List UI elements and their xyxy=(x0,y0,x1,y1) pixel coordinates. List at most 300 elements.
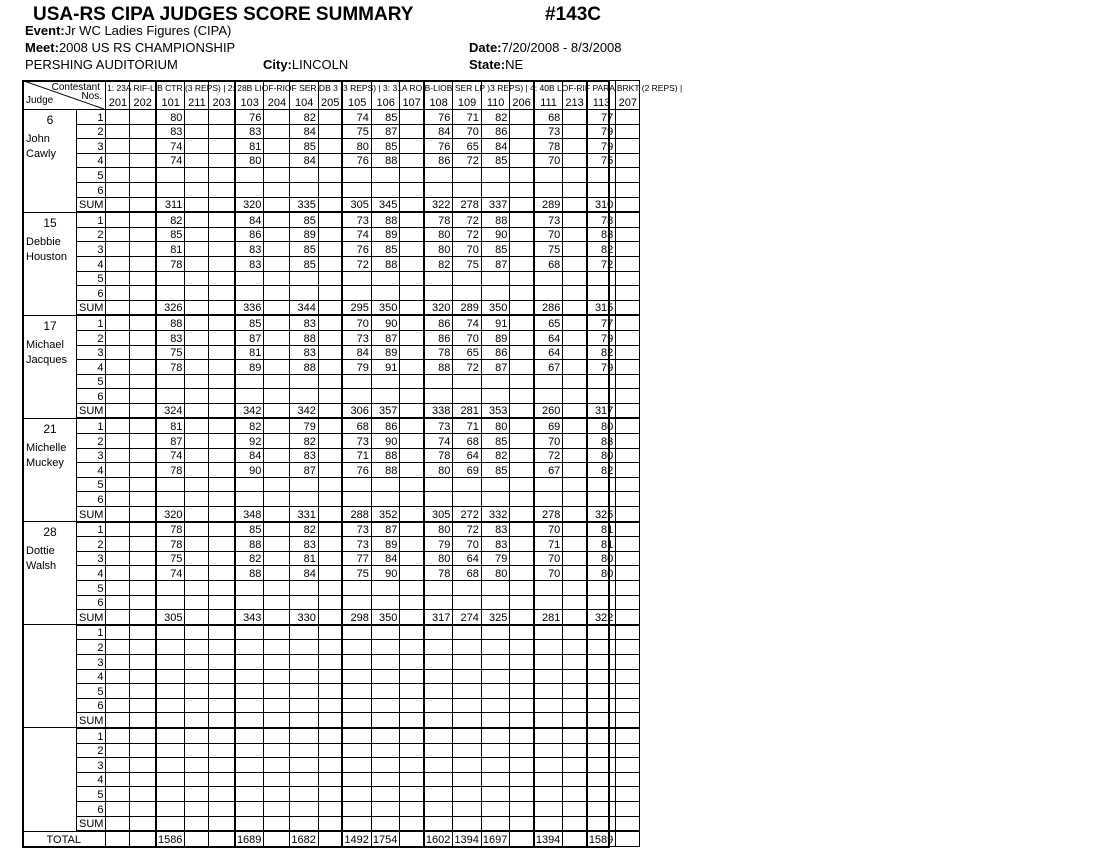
score-cell: 86 xyxy=(235,227,264,242)
score-cell xyxy=(209,256,235,271)
score-cell xyxy=(130,640,156,655)
score-cell xyxy=(563,374,587,389)
row-label: 5 xyxy=(77,374,106,389)
sum-cell: 286 xyxy=(534,300,563,315)
score-cell xyxy=(534,492,563,507)
score-cell: 74 xyxy=(156,566,185,581)
sum-cell xyxy=(318,713,342,728)
score-cell xyxy=(371,286,399,301)
score-cell xyxy=(106,153,130,168)
score-cell xyxy=(185,110,209,125)
score-cell xyxy=(616,522,640,537)
score-cell xyxy=(106,242,130,257)
score-cell xyxy=(209,551,235,566)
score-cell xyxy=(156,492,185,507)
score-cell xyxy=(290,698,318,713)
score-cell xyxy=(616,418,640,433)
corner-cell xyxy=(24,81,106,110)
row-label: 5 xyxy=(77,581,106,596)
score-cell: 87 xyxy=(290,463,318,478)
score-cell: 72 xyxy=(453,522,481,537)
score-cell: 89 xyxy=(235,360,264,375)
score-cell xyxy=(481,595,509,610)
score-cell xyxy=(318,242,342,257)
score-cell: 80 xyxy=(424,242,453,257)
score-cell xyxy=(400,256,424,271)
score-cell xyxy=(318,345,342,360)
score-cell xyxy=(264,360,290,375)
score-cell xyxy=(400,182,424,197)
sum-cell: 322 xyxy=(587,610,616,625)
score-cell: 88 xyxy=(235,537,264,552)
score-cell xyxy=(534,698,563,713)
score-cell: 78 xyxy=(424,566,453,581)
score-cell xyxy=(106,345,130,360)
score-cell xyxy=(106,684,130,699)
score-cell xyxy=(130,654,156,669)
score-cell xyxy=(481,728,509,743)
sum-label: SUM xyxy=(77,816,106,831)
score-cell xyxy=(563,522,587,537)
sum-cell xyxy=(616,610,640,625)
sum-cell xyxy=(616,507,640,522)
row-label: 2 xyxy=(77,537,106,552)
score-cell xyxy=(424,801,453,816)
score-row xyxy=(24,227,640,242)
score-cell: 85 xyxy=(290,212,318,227)
score-cell xyxy=(616,374,640,389)
score-cell xyxy=(106,772,130,787)
total-cell: 1394 xyxy=(534,831,563,846)
sum-cell xyxy=(563,713,587,728)
sum-cell xyxy=(616,300,640,315)
judge-number: 21 xyxy=(43,421,57,436)
judge-first-name: Michelle xyxy=(26,441,67,454)
judge-cell xyxy=(24,315,77,418)
score-cell xyxy=(209,139,235,154)
score-cell xyxy=(400,124,424,139)
sum-cell xyxy=(481,713,509,728)
score-cell xyxy=(563,787,587,802)
score-cell xyxy=(453,271,481,286)
score-cell xyxy=(424,477,453,492)
score-cell: 82 xyxy=(424,256,453,271)
score-cell: 70 xyxy=(534,551,563,566)
sum-row xyxy=(24,610,640,625)
score-cell xyxy=(235,758,264,773)
score-cell xyxy=(106,374,130,389)
contestant-number: 103 xyxy=(235,81,264,110)
sum-cell xyxy=(290,713,318,728)
score-cell: 64 xyxy=(453,551,481,566)
contestant-number: 106 xyxy=(371,81,399,110)
score-cell xyxy=(318,551,342,566)
score-row xyxy=(24,743,640,758)
score-cell xyxy=(616,640,640,655)
score-cell xyxy=(185,434,209,449)
score-cell: 74 xyxy=(453,315,481,330)
sum-cell: 310 xyxy=(587,197,616,212)
score-cell xyxy=(563,537,587,552)
score-cell xyxy=(209,315,235,330)
score-cell xyxy=(342,801,371,816)
score-cell: 64 xyxy=(534,330,563,345)
score-cell xyxy=(318,139,342,154)
score-row xyxy=(24,110,640,125)
score-cell xyxy=(106,522,130,537)
score-cell xyxy=(616,772,640,787)
score-cell xyxy=(106,227,130,242)
score-cell xyxy=(185,640,209,655)
judge-first-name: Michael xyxy=(26,338,64,351)
score-cell xyxy=(534,374,563,389)
score-cell xyxy=(209,448,235,463)
score-cell xyxy=(185,492,209,507)
score-cell xyxy=(235,801,264,816)
score-cell xyxy=(318,182,342,197)
score-cell xyxy=(453,168,481,183)
score-cell: 86 xyxy=(371,418,399,433)
sum-cell: 260 xyxy=(534,403,563,418)
sum-cell: 350 xyxy=(371,300,399,315)
score-cell: 87 xyxy=(371,124,399,139)
score-cell xyxy=(318,698,342,713)
score-cell xyxy=(318,212,342,227)
score-row xyxy=(24,625,640,640)
sum-cell: 305 xyxy=(342,197,371,212)
sum-cell xyxy=(106,403,130,418)
sum-cell xyxy=(185,300,209,315)
contestant-number: 111 xyxy=(534,81,563,110)
score-cell xyxy=(563,389,587,404)
score-cell xyxy=(534,581,563,596)
sum-cell xyxy=(510,816,534,831)
sum-cell xyxy=(563,197,587,212)
score-cell: 86 xyxy=(424,153,453,168)
score-cell: 69 xyxy=(534,418,563,433)
score-cell xyxy=(290,772,318,787)
sum-cell xyxy=(235,816,264,831)
score-cell xyxy=(209,743,235,758)
row-label: 4 xyxy=(77,360,106,375)
score-cell xyxy=(534,772,563,787)
score-cell xyxy=(156,728,185,743)
judge-last-name: Walsh xyxy=(26,560,57,573)
score-cell xyxy=(185,286,209,301)
score-row xyxy=(24,537,640,552)
score-cell xyxy=(563,463,587,478)
score-cell xyxy=(534,477,563,492)
score-cell xyxy=(342,743,371,758)
contestant-number: 109 xyxy=(453,81,481,110)
score-cell xyxy=(587,772,616,787)
score-cell xyxy=(534,640,563,655)
score-cell: 75 xyxy=(342,124,371,139)
score-cell xyxy=(424,389,453,404)
score-cell xyxy=(424,286,453,301)
score-cell xyxy=(290,271,318,286)
total-cell xyxy=(400,831,424,846)
score-cell xyxy=(587,684,616,699)
score-cell xyxy=(616,271,640,286)
score-cell xyxy=(185,787,209,802)
score-cell: 68 xyxy=(534,256,563,271)
score-cell xyxy=(371,581,399,596)
score-row xyxy=(24,168,640,183)
sum-row xyxy=(24,507,640,522)
score-cell: 79 xyxy=(587,360,616,375)
score-cell xyxy=(563,286,587,301)
score-cell: 83 xyxy=(156,124,185,139)
score-cell xyxy=(106,728,130,743)
score-cell xyxy=(130,566,156,581)
row-label: 3 xyxy=(77,242,106,257)
sum-cell xyxy=(290,816,318,831)
score-cell xyxy=(130,595,156,610)
contestant-number: 206 xyxy=(510,81,534,110)
score-cell: 88 xyxy=(481,212,509,227)
score-cell xyxy=(106,182,130,197)
sum-cell xyxy=(587,713,616,728)
score-row xyxy=(24,728,640,743)
score-row xyxy=(24,669,640,684)
judge-cell xyxy=(24,212,77,315)
score-cell xyxy=(616,551,640,566)
score-cell xyxy=(510,787,534,802)
score-cell xyxy=(106,418,130,433)
row-label: 2 xyxy=(77,227,106,242)
score-cell xyxy=(534,728,563,743)
score-row xyxy=(24,242,640,257)
sum-cell: 311 xyxy=(156,197,185,212)
score-cell xyxy=(481,801,509,816)
sum-cell: 320 xyxy=(424,300,453,315)
score-cell xyxy=(130,182,156,197)
score-cell xyxy=(563,345,587,360)
score-cell xyxy=(290,168,318,183)
score-cell xyxy=(264,787,290,802)
score-cell xyxy=(106,581,130,596)
score-cell xyxy=(616,139,640,154)
score-cell xyxy=(510,434,534,449)
score-cell xyxy=(130,153,156,168)
score-cell xyxy=(209,286,235,301)
score-cell xyxy=(264,330,290,345)
score-row xyxy=(24,360,640,375)
score-cell xyxy=(342,787,371,802)
meet-line xyxy=(25,40,235,55)
score-cell xyxy=(209,654,235,669)
score-cell: 80 xyxy=(587,418,616,433)
score-cell xyxy=(156,801,185,816)
score-cell xyxy=(510,360,534,375)
score-cell: 78 xyxy=(587,212,616,227)
sum-cell xyxy=(510,403,534,418)
score-cell xyxy=(106,448,130,463)
score-cell xyxy=(156,271,185,286)
score-cell: 73 xyxy=(424,418,453,433)
score-cell xyxy=(264,595,290,610)
score-cell: 71 xyxy=(534,537,563,552)
score-cell xyxy=(616,286,640,301)
score-cell: 85 xyxy=(156,227,185,242)
score-cell xyxy=(342,168,371,183)
score-row xyxy=(24,271,640,286)
score-cell: 72 xyxy=(453,360,481,375)
score-cell xyxy=(209,595,235,610)
score-cell xyxy=(400,581,424,596)
score-cell xyxy=(318,374,342,389)
city-line xyxy=(263,57,348,72)
score-cell xyxy=(400,227,424,242)
score-cell xyxy=(106,492,130,507)
score-row xyxy=(24,124,640,139)
total-cell: 1689 xyxy=(235,831,264,846)
sum-cell xyxy=(510,197,534,212)
score-cell: 72 xyxy=(534,448,563,463)
sum-cell: 324 xyxy=(156,403,185,418)
score-cell: 82 xyxy=(587,345,616,360)
score-cell xyxy=(209,728,235,743)
score-cell xyxy=(400,242,424,257)
score-cell xyxy=(130,698,156,713)
score-cell xyxy=(616,360,640,375)
score-cell xyxy=(264,315,290,330)
score-cell xyxy=(106,787,130,802)
score-cell xyxy=(264,271,290,286)
score-cell: 67 xyxy=(534,463,563,478)
sum-cell xyxy=(264,816,290,831)
score-cell xyxy=(209,566,235,581)
score-cell: 70 xyxy=(534,566,563,581)
score-cell xyxy=(130,625,156,640)
sum-cell xyxy=(106,507,130,522)
score-cell: 83 xyxy=(290,448,318,463)
score-cell xyxy=(453,654,481,669)
sum-cell xyxy=(616,816,640,831)
score-cell xyxy=(371,728,399,743)
sum-cell xyxy=(424,816,453,831)
score-cell xyxy=(563,477,587,492)
score-cell xyxy=(400,698,424,713)
score-cell: 80 xyxy=(587,448,616,463)
judge-first-name: John xyxy=(26,133,50,145)
score-cell xyxy=(264,684,290,699)
judge-last-name: Cawly xyxy=(26,148,56,160)
row-label: 5 xyxy=(77,684,106,699)
score-cell xyxy=(481,389,509,404)
row-label: 2 xyxy=(77,743,106,758)
score-cell xyxy=(156,743,185,758)
sum-cell: 342 xyxy=(290,403,318,418)
score-cell xyxy=(130,772,156,787)
total-cell: 1602 xyxy=(424,831,453,846)
score-cell xyxy=(185,389,209,404)
contestant-number: 104 xyxy=(290,81,318,110)
score-cell xyxy=(510,625,534,640)
score-cell: 82 xyxy=(156,212,185,227)
total-cell xyxy=(209,831,235,846)
score-cell xyxy=(264,566,290,581)
row-label: 3 xyxy=(77,758,106,773)
judge-cell xyxy=(24,522,77,625)
judge-cell xyxy=(24,728,77,831)
score-cell: 83 xyxy=(235,256,264,271)
score-cell: 85 xyxy=(290,256,318,271)
score-cell xyxy=(264,477,290,492)
score-cell xyxy=(342,389,371,404)
score-cell xyxy=(400,477,424,492)
score-cell xyxy=(400,772,424,787)
score-cell xyxy=(209,801,235,816)
contestant-number: 108 xyxy=(424,81,453,110)
score-cell xyxy=(400,787,424,802)
score-cell xyxy=(563,640,587,655)
score-cell: 75 xyxy=(156,551,185,566)
score-cell: 82 xyxy=(587,463,616,478)
score-cell xyxy=(235,168,264,183)
total-cell xyxy=(106,831,130,846)
total-cell: 1492 xyxy=(342,831,371,846)
score-cell xyxy=(342,698,371,713)
score-cell: 79 xyxy=(587,330,616,345)
score-cell xyxy=(130,551,156,566)
score-cell: 78 xyxy=(156,522,185,537)
score-cell xyxy=(106,698,130,713)
contestant-number: 113 xyxy=(587,81,616,110)
score-cell xyxy=(400,522,424,537)
score-cell: 90 xyxy=(481,227,509,242)
score-cell xyxy=(510,654,534,669)
score-cell xyxy=(424,654,453,669)
score-cell xyxy=(510,581,534,596)
score-cell xyxy=(587,595,616,610)
sum-cell: 278 xyxy=(453,197,481,212)
score-cell xyxy=(587,669,616,684)
score-cell xyxy=(290,182,318,197)
score-cell xyxy=(209,418,235,433)
judge-cell xyxy=(24,418,77,521)
score-cell xyxy=(616,345,640,360)
score-cell xyxy=(318,448,342,463)
score-cell xyxy=(563,182,587,197)
score-cell xyxy=(563,551,587,566)
score-cell xyxy=(563,168,587,183)
score-cell: 78 xyxy=(424,345,453,360)
score-cell xyxy=(400,345,424,360)
score-row xyxy=(24,801,640,816)
total-cell xyxy=(185,831,209,846)
score-cell xyxy=(209,360,235,375)
score-cell xyxy=(185,758,209,773)
sum-cell: 320 xyxy=(156,507,185,522)
score-cell xyxy=(371,684,399,699)
score-cell xyxy=(616,168,640,183)
score-cell xyxy=(616,728,640,743)
score-cell xyxy=(264,772,290,787)
score-cell xyxy=(534,168,563,183)
score-cell xyxy=(510,772,534,787)
score-cell xyxy=(481,698,509,713)
score-cell xyxy=(318,581,342,596)
score-cell xyxy=(616,315,640,330)
score-cell xyxy=(106,551,130,566)
score-cell xyxy=(264,698,290,713)
score-cell xyxy=(209,684,235,699)
score-cell: 84 xyxy=(235,448,264,463)
score-cell: 86 xyxy=(481,345,509,360)
score-cell xyxy=(371,477,399,492)
